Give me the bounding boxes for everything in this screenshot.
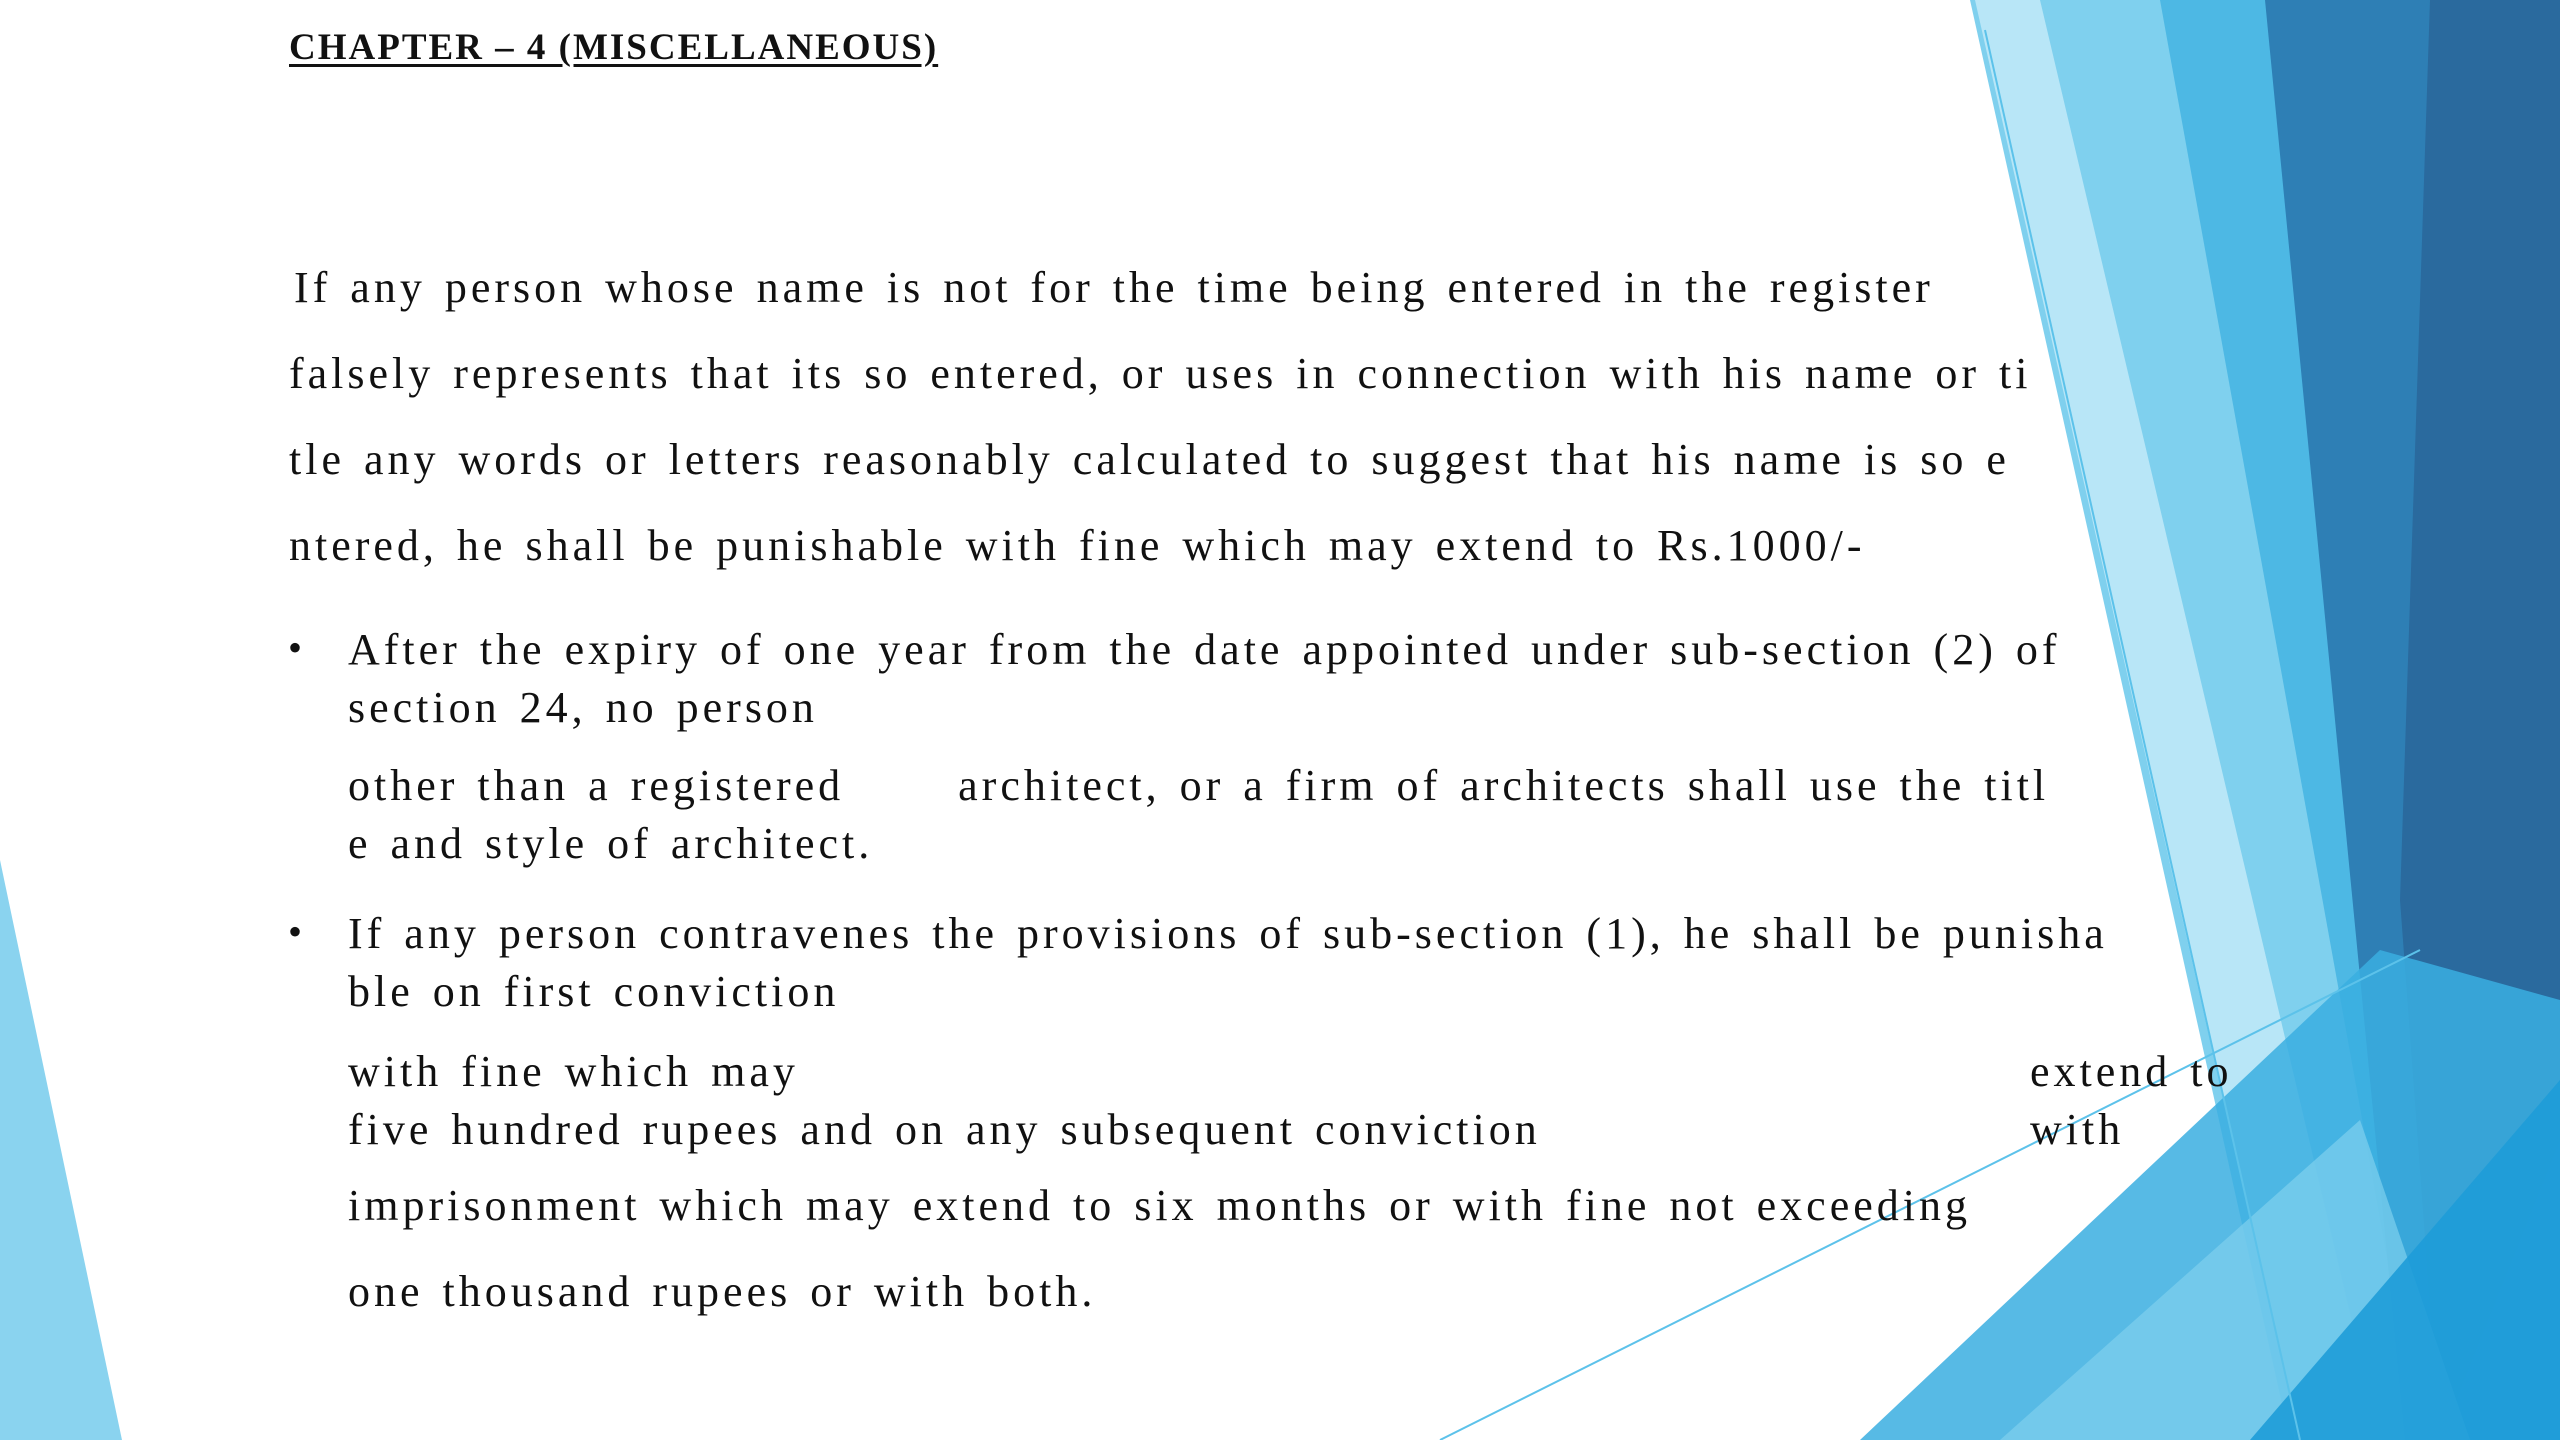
bullet2-line-2: ble on first conviction [348,967,840,1016]
bullet1-line-2: section 24, no person [348,683,818,732]
paragraph-line-1: If any person whose name is not for the time being entered in the register [294,263,1934,312]
paragraph-line-4: ntered, he shall be punishable with fine which may extend to Rs.1000/- [289,521,1866,570]
bullet2-line-5: imprisonment which may extend to six months or with fine not exceeding [348,1181,1971,1230]
bullet-marker-1: • [288,625,303,670]
bullet1-line-3: other than a registered architect, or a firm of architects shall use the titl [348,761,2050,810]
bullet2-line-1: If any person contravenes the provisions of sub-section (1), he shall be punisha [348,909,2108,958]
bullet2-line-4a: five hundred rupees and on any subsequent conviction [348,1105,1541,1154]
paragraph-line-3: tle any words or letters reasonably calculated to suggest that his name is so e [289,435,2010,484]
bullet1-line-4: e and style of architect. [348,819,874,868]
bullet2-line-6: one thousand rupees or with both. [348,1267,1097,1316]
bullet-marker-2: • [288,909,303,954]
bullet2-line-3a: with fine which may [348,1047,799,1096]
chapter-heading: CHAPTER – 4 (MISCELLANEOUS) [289,27,939,68]
paragraph-line-2: falsely represents that its so entered, or uses in connection with his name or ti [289,349,2032,398]
bullet1-line-1: After the expiry of one year from the date appointed under sub-section (2) of [348,625,2061,674]
bullet2-line-4b: with [2030,1105,2125,1154]
bullet2-line-3b: extend to [2030,1047,2233,1096]
